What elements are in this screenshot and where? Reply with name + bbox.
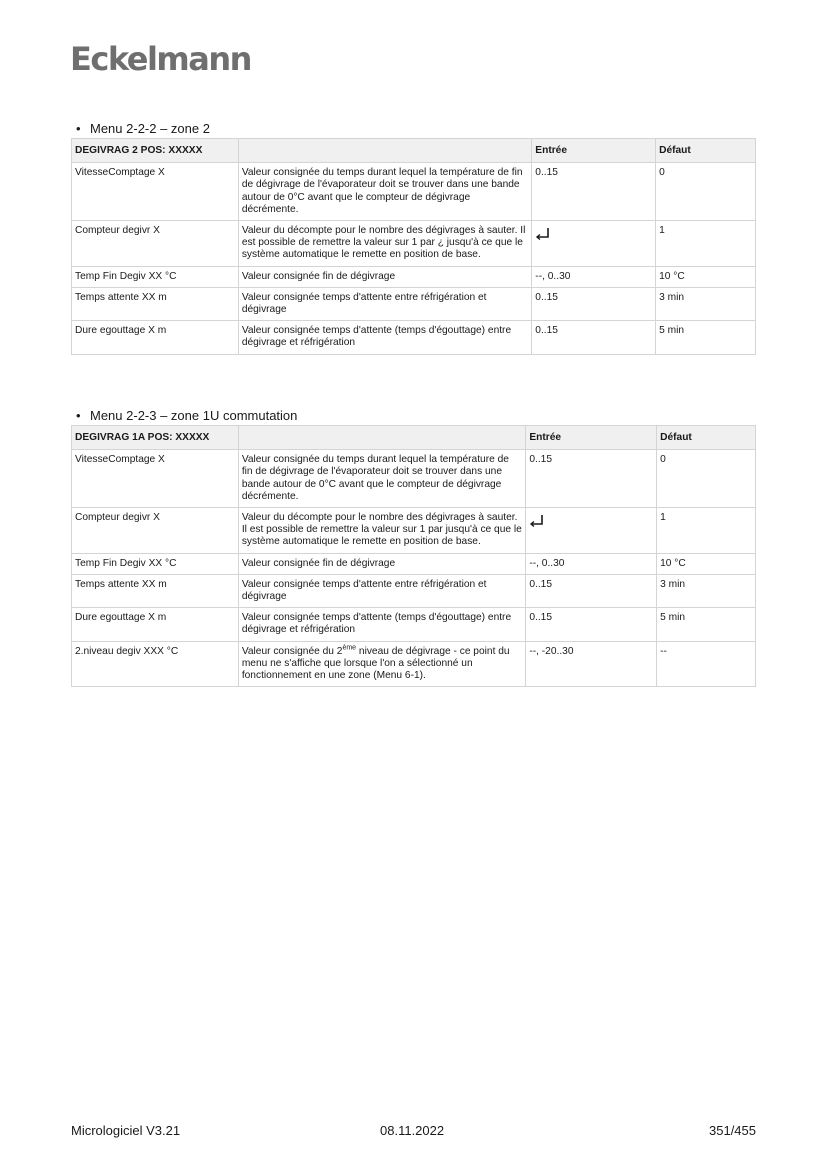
param-description: Valeur consignée fin de dégivrage: [238, 266, 531, 287]
header-entry: Entrée: [526, 426, 657, 450]
param-description: Valeur consignée temps d'attente (temps d'égouttage) entre dégivrage et réfrigération: [238, 321, 531, 354]
param-description: Valeur du décompte pour le nombre des dégivrages à sauter. Il est possible de remettre la valeur sur 1 par ¿ jusqu'à ce que le système automatique le remette en position de base.: [238, 221, 531, 267]
param-default: 10 °C: [657, 553, 756, 574]
bullet-icon: •: [76, 408, 81, 423]
param-name: Temps attente XX m: [72, 574, 239, 607]
param-description: Valeur consignée fin de dégivrage: [238, 553, 526, 574]
param-entry: 0..15: [526, 450, 657, 508]
table-row: [72, 508, 756, 554]
param-entry: --, 0..30: [532, 266, 656, 287]
company-logo: Eckelmann: [70, 40, 251, 78]
param-default: 3 min: [656, 287, 756, 320]
param-default: 10 °C: [656, 266, 756, 287]
enter-key-icon: [529, 514, 545, 528]
param-name: Temp Fin Degiv XX °C: [72, 266, 239, 287]
param-description: Valeur du décompte pour le nombre des dégivrages à sauter. Il est possible de remettre la valeur sur 1 par jusqu'à ce que le système automatique le remette en position de base.: [238, 508, 526, 554]
table-row: [72, 266, 756, 287]
desc-text-end: niveau de dégivrage - ce point du menu ne s'affiche que lorsque l'on a sélectionné un fonctionnement en une zone (Menu 6-1).: [241, 645, 510, 682]
param-entry: 0..15: [532, 287, 656, 320]
section-title-menu-2-2-2: [76, 121, 210, 136]
param-name: 2.niveau degiv XXX °C: [72, 641, 239, 687]
table-row: [72, 574, 756, 607]
param-entry: --, -20..30: [526, 641, 657, 687]
parameter-table-zone-1u: [71, 425, 756, 687]
param-name: Temps attente XX m: [72, 287, 239, 320]
param-default: 5 min: [656, 321, 756, 354]
table-row: [72, 608, 756, 641]
desc-text-start: Valeur consignée du 2: [241, 645, 343, 657]
param-name: VitesseComptage X: [72, 163, 239, 221]
param-description: Valeur consignée du temps durant lequel la température de fin de dégivrage de l'évaporateur doit se trouver dans une bande autour de 0°C avant que le compteur de dégivrage décrémente.: [238, 450, 526, 508]
param-description: [238, 641, 526, 687]
section-title-menu-2-2-3: [76, 408, 297, 423]
param-entry: 0..15: [532, 163, 656, 221]
footer-date: 08.11.2022: [380, 1123, 445, 1138]
param-entry: [526, 508, 657, 554]
header-description: [238, 426, 526, 450]
table-row: [72, 641, 756, 687]
header-entry: Entrée: [532, 139, 656, 163]
table-row: [72, 287, 756, 320]
param-description: Valeur consignée temps d'attente entre réfrigération et dégivrage: [238, 574, 526, 607]
table-row: [72, 221, 756, 267]
table-row: [72, 321, 756, 354]
param-default: 0: [656, 163, 756, 221]
table-header-row: [72, 426, 756, 450]
table-header-row: [72, 139, 756, 163]
table-row: [72, 450, 756, 508]
table-row: [72, 553, 756, 574]
footer-firmware-version: Micrologiciel V3.21: [71, 1123, 181, 1138]
header-default: Défaut: [656, 139, 756, 163]
param-entry: 0..15: [532, 321, 656, 354]
param-default: 1: [656, 221, 756, 267]
param-default: 5 min: [657, 608, 756, 641]
param-entry: --, 0..30: [526, 553, 657, 574]
param-name: Dure egouttage X m: [72, 608, 239, 641]
param-name: Compteur degivr X: [72, 221, 239, 267]
section-title-text: Menu 2-2-2 – zone 2: [90, 121, 210, 136]
header-default: Défaut: [657, 426, 756, 450]
param-entry: 0..15: [526, 574, 657, 607]
param-entry: 0..15: [526, 608, 657, 641]
parameter-table-zone-2: [71, 138, 756, 355]
param-name: VitesseComptage X: [72, 450, 239, 508]
enter-key-icon: [535, 227, 551, 241]
header-description: [238, 139, 531, 163]
param-name: Dure egouttage X m: [72, 321, 239, 354]
param-description: Valeur consignée du temps durant lequel la température de fin de dégivrage de l'évaporateur doit se trouver dans une bande autour de 0°C avant que le compteur de dégivrage décrémente.: [238, 163, 531, 221]
param-entry: [532, 221, 656, 267]
param-description: Valeur consignée temps d'attente (temps d'égouttage) entre dégivrage et réfrigération: [238, 608, 526, 641]
bullet-icon: •: [76, 121, 81, 136]
param-default: 1: [657, 508, 756, 554]
param-default: --: [657, 641, 756, 687]
header-menu-title: DEGIVRAG 1A POS: XXXXX: [72, 426, 239, 450]
desc-superscript: ème: [342, 644, 357, 652]
param-description: Valeur consignée temps d'attente entre réfrigération et dégivrage: [238, 287, 531, 320]
param-name: Compteur degivr X: [72, 508, 239, 554]
table-row: [72, 163, 756, 221]
param-default: 0: [657, 450, 756, 508]
header-menu-title: DEGIVRAG 2 POS: XXXXX: [72, 139, 239, 163]
section-title-text: Menu 2-2-3 – zone 1U commutation: [90, 408, 298, 423]
footer-page-number: 351/455: [709, 1123, 756, 1138]
param-name: Temp Fin Degiv XX °C: [72, 553, 239, 574]
param-default: 3 min: [657, 574, 756, 607]
